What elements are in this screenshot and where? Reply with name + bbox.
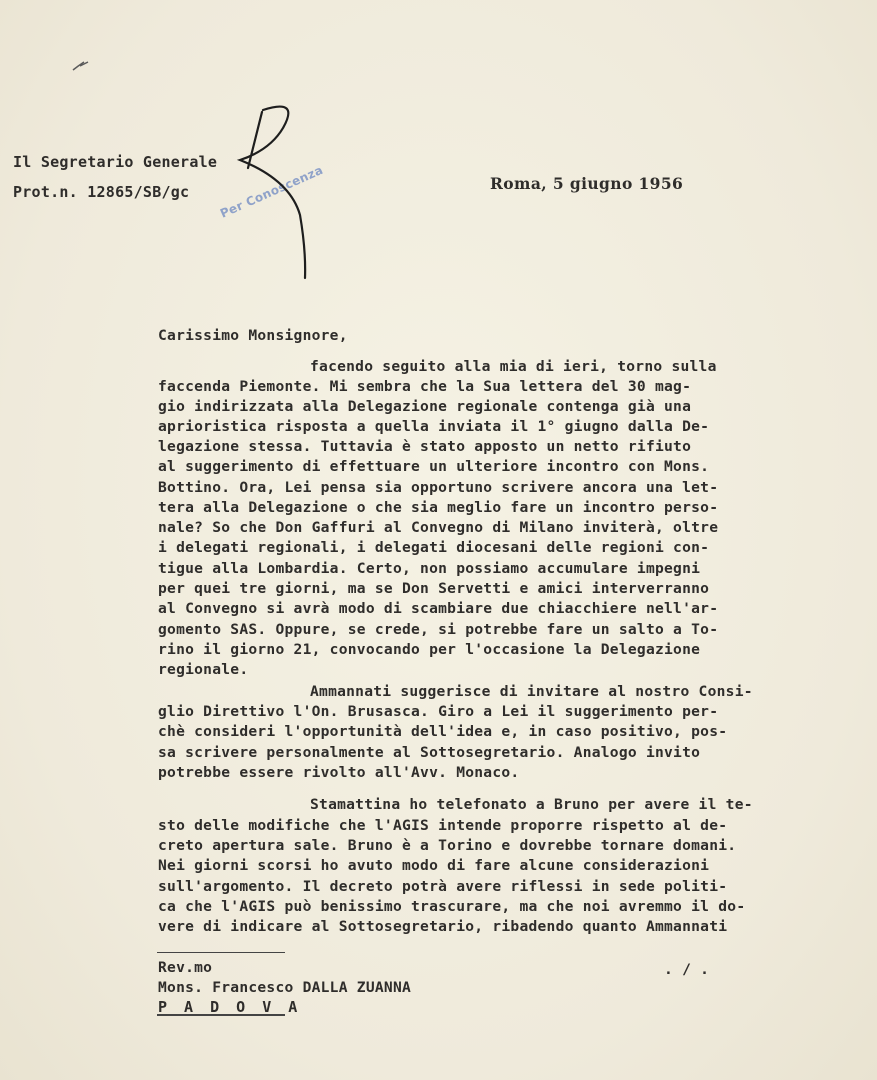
body-line: rino il giorno 21, convocando per l'occasione la Delegazione bbox=[158, 641, 701, 658]
body-line: tera alla Delegazione o che sia meglio fare un incontro perso- bbox=[158, 499, 719, 516]
body-line: Stamattina ho telefonato a Bruno per avere il te- bbox=[310, 796, 753, 813]
body-line: Bottino. Ora, Lei pensa sia opportuno scrivere ancora una let- bbox=[158, 479, 719, 496]
protocol-number: Prot.n. 12865/SB/gc bbox=[13, 183, 190, 201]
body-line: sull'argomento. Il decreto potrà avere riflessi in sede politi- bbox=[158, 878, 728, 895]
body-line: potrebbe essere rivolto all'Avv. Monaco. bbox=[158, 764, 520, 781]
body-line: sa scrivere personalmente al Sottosegretario. Analogo invito bbox=[158, 744, 701, 761]
addressee-title: Rev.mo bbox=[158, 959, 213, 976]
body-line: ca che l'AGIS può benissimo trascurare, ma che noi avremmo il do- bbox=[158, 898, 746, 915]
addressee-city: P A D O V A bbox=[158, 998, 302, 1016]
body-line: vere di indicare al Sottosegretario, ribadendo quanto Ammannati bbox=[158, 918, 728, 935]
city-underline bbox=[157, 1014, 285, 1016]
place-date: Roma, 5 giugno 1956 bbox=[490, 174, 684, 193]
body-line: nale? So che Don Gaffuri al Convegno di Milano inviterà, oltre bbox=[158, 519, 719, 536]
sender-title: Il Segretario Generale bbox=[13, 153, 218, 171]
body-line: al Convegno si avrà modo di scambiare due chiacchiere nell'ar- bbox=[158, 600, 719, 617]
body-line: tigue alla Lombardia. Certo, non possiamo accumulare impegni bbox=[158, 560, 701, 577]
continuation-mark: . / . bbox=[664, 961, 710, 978]
body-line: legazione stessa. Tuttavia è stato apposto un netto rifiuto bbox=[158, 438, 692, 455]
salutation: Carissimo Monsignore, bbox=[158, 327, 348, 344]
body-line: creto apertura sale. Bruno è a Torino e dovrebbe tornare domani. bbox=[158, 837, 737, 854]
body-line: aprioristica risposta a quella inviata il 1° giugno dalla De- bbox=[158, 418, 710, 435]
body-line: regionale. bbox=[158, 661, 249, 678]
body-line: sto delle modifiche che l'AGIS intende proporre rispetto al de- bbox=[158, 817, 728, 834]
body-line: Ammannati suggerisce di invitare al nostro Consi- bbox=[310, 683, 753, 700]
body-line: faccenda Piemonte. Mi sembra che la Sua lettera del 30 mag- bbox=[158, 378, 692, 395]
body-line: i delegati regionali, i delegati diocesani delle regioni con- bbox=[158, 539, 710, 556]
body-line: chè consideri l'opportunità dell'idea e, in caso positivo, pos- bbox=[158, 723, 728, 740]
body-line: al suggerimento di effettuare un ulteriore incontro con Mons. bbox=[158, 458, 710, 475]
copy-stamp: Per Conoscenza bbox=[218, 162, 326, 221]
body-line: Nei giorni scorsi ho avuto modo di fare alcune considerazioni bbox=[158, 857, 710, 874]
addressee-name: Mons. Francesco DALLA ZUANNA bbox=[158, 979, 412, 996]
body-line: gomento SAS. Oppure, se crede, si potrebbe fare un salto a To- bbox=[158, 621, 719, 638]
footer-divider bbox=[157, 952, 285, 953]
body-line: glio Direttivo l'On. Brusasca. Giro a Lei il suggerimento per- bbox=[158, 703, 719, 720]
body-line: gio indirizzata alla Delegazione regionale contenga già una bbox=[158, 398, 692, 415]
body-line: per quei tre giorni, ma se Don Servetti e amici interverranno bbox=[158, 580, 710, 597]
body-line: facendo seguito alla mia di ieri, torno sulla bbox=[310, 358, 717, 375]
